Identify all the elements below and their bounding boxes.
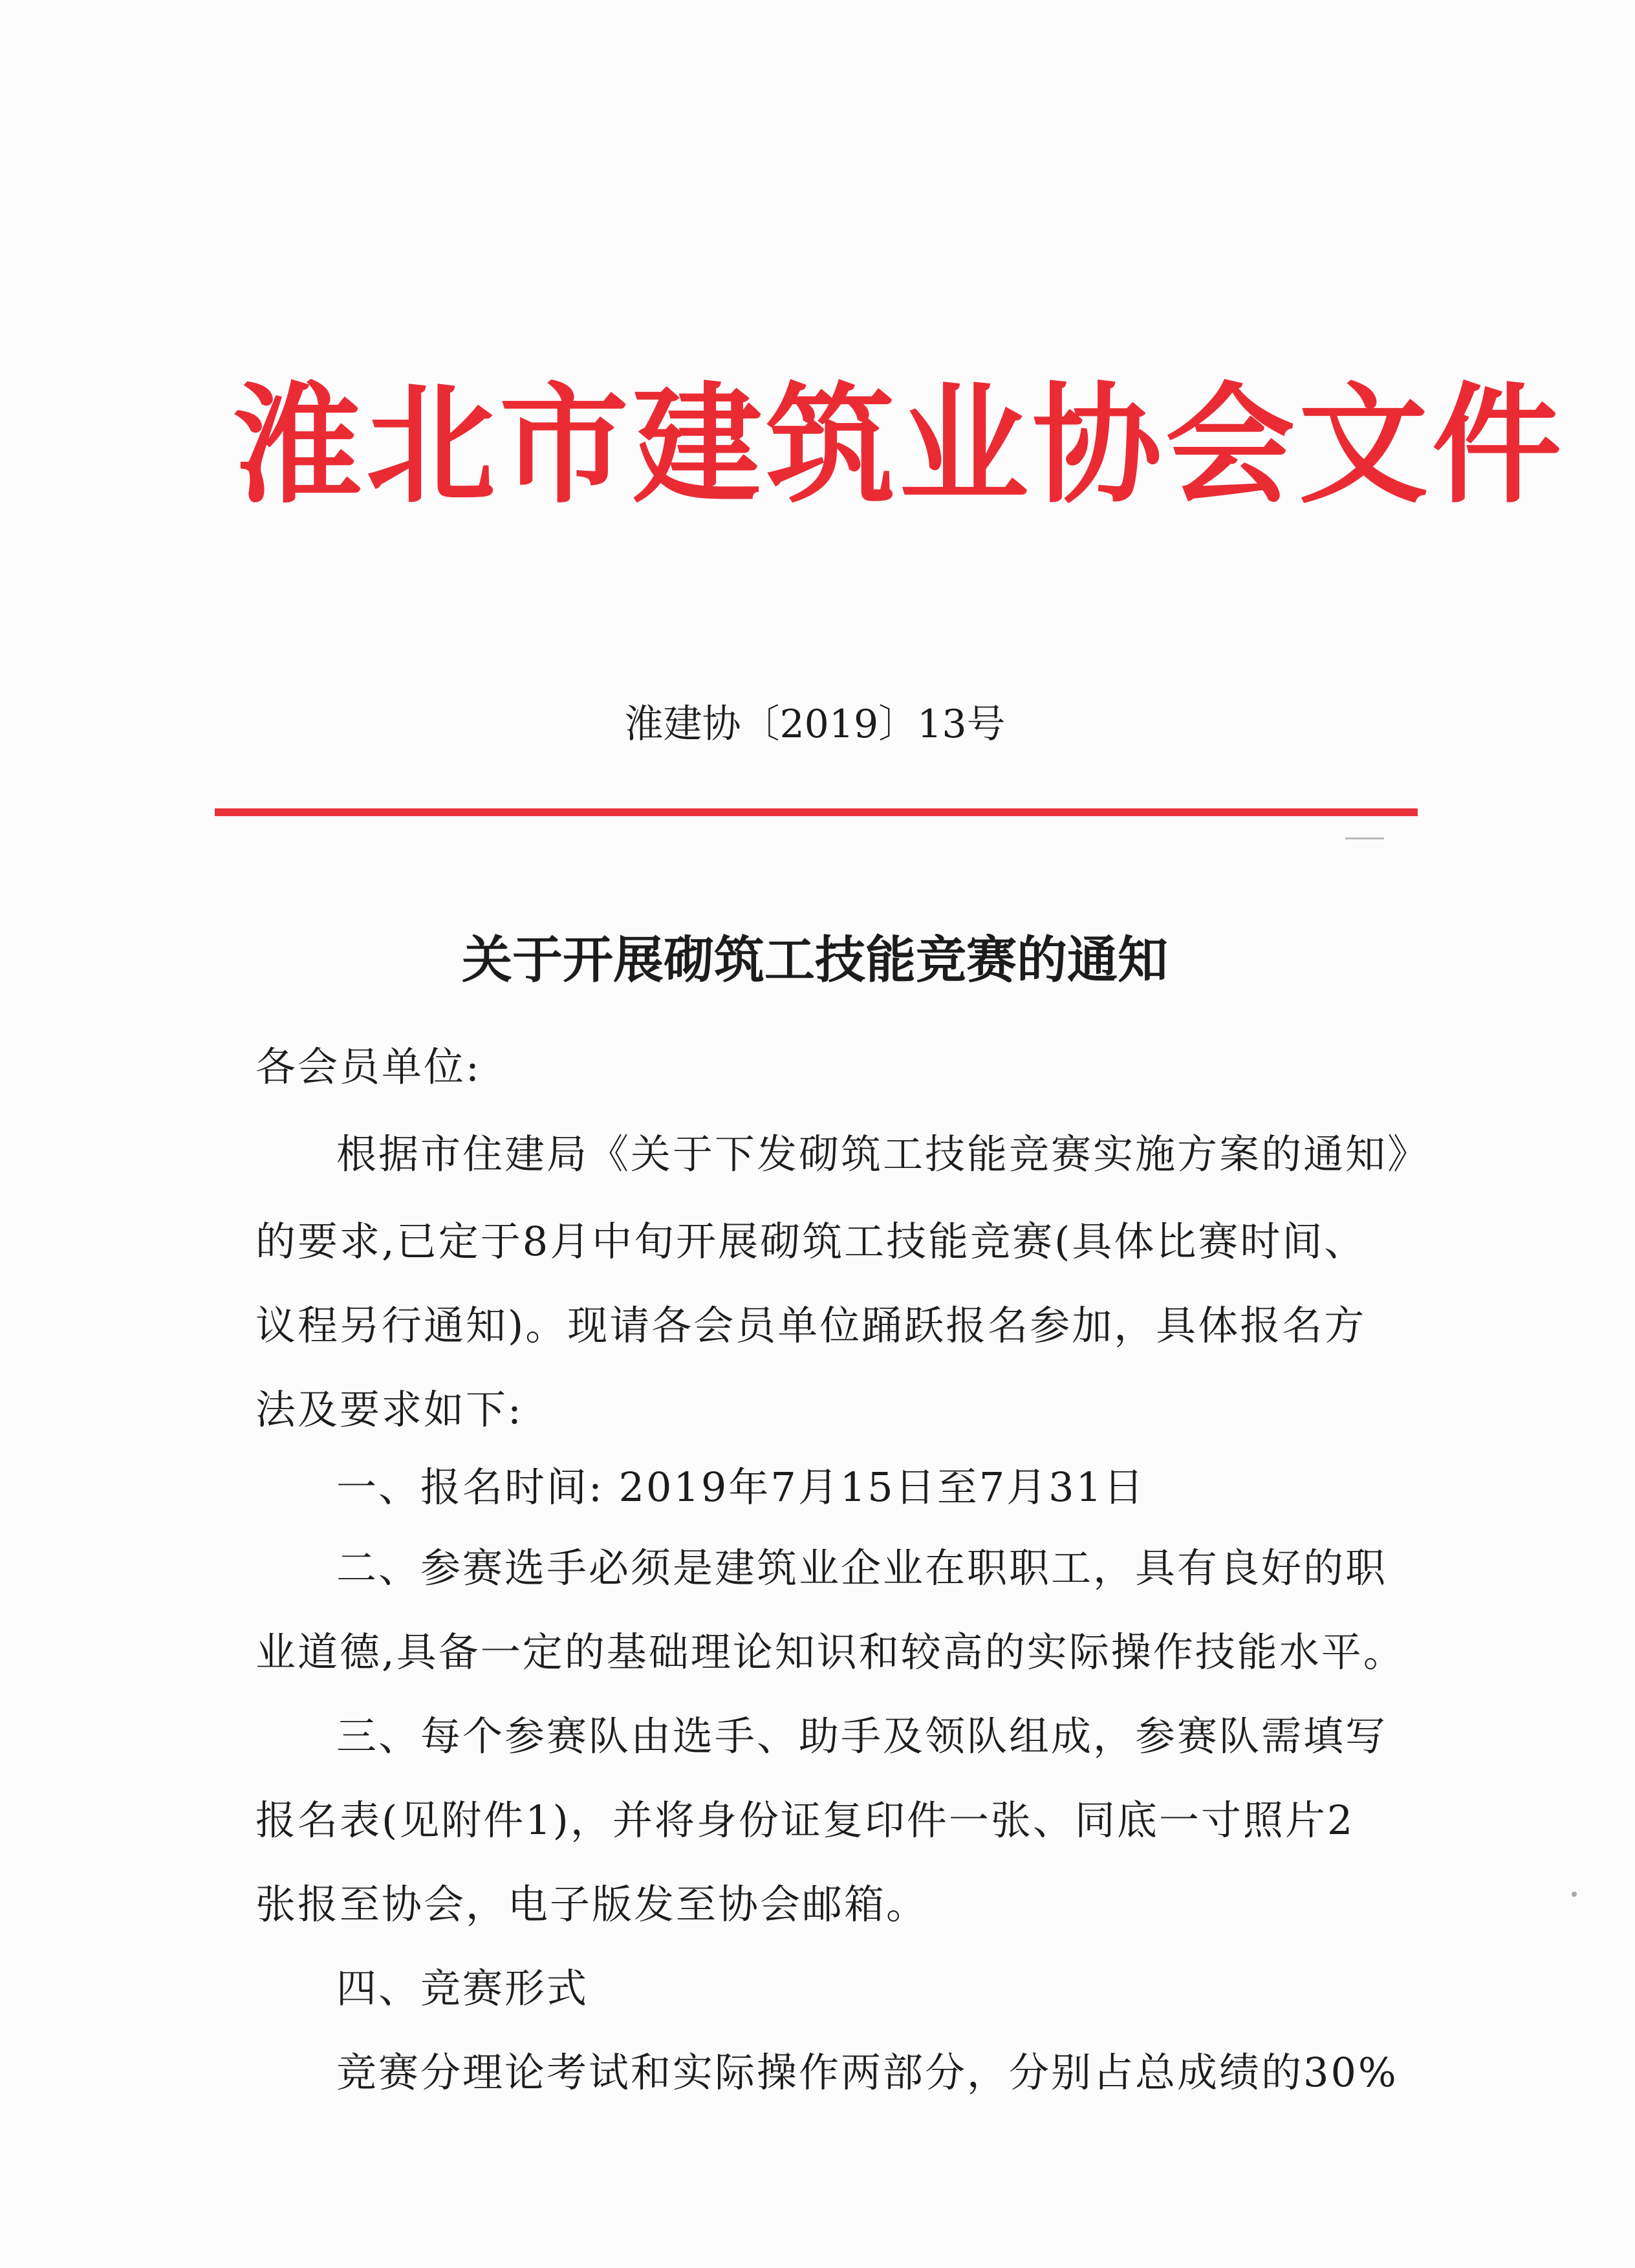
body-line: 二、参赛选手必须是建筑业企业在职职工，具有良好的职 xyxy=(336,1544,1388,1592)
salutation: 各会员单位: xyxy=(255,1043,481,1090)
org-header-title: 淮北市建筑业协会文件 xyxy=(233,371,1566,521)
body-line: 张报至协会，电子版发至协会邮箱。 xyxy=(255,1881,929,1928)
body-line: 一、报名时间: 2019年7月15日至7月31日 xyxy=(336,1463,1146,1511)
body-line: 三、每个参赛队由选手、助手及领队组成，参赛队需填写 xyxy=(336,1712,1388,1760)
document-number: 淮建协〔2019〕13号 xyxy=(624,702,1006,747)
notice-title: 关于开展砌筑工技能竞赛的通知 xyxy=(461,931,1168,989)
red-divider-line xyxy=(215,808,1418,816)
body-line: 议程另行通知)。现请各会员单位踊跃报名参加，具体报名方 xyxy=(255,1302,1367,1349)
section-heading: 四、竞赛形式 xyxy=(336,1965,589,2012)
body-line: 的要求,已定于8月中旬开展砌筑工技能竞赛(具体比赛时间、 xyxy=(255,1218,1367,1265)
body-line: 竞赛分理论考试和实际操作两部分，分别占总成绩的30% xyxy=(336,2049,1398,2096)
scan-artifact xyxy=(1345,837,1384,839)
body-line: 报名表(见附件1)，并将身份证复印件一张、同底一寸照片2 xyxy=(255,1797,1355,1844)
body-line: 业道德,具备一定的基础理论知识和较高的实际操作技能水平。 xyxy=(255,1628,1405,1676)
body-line: 法及要求如下: xyxy=(255,1386,523,1433)
scan-artifact xyxy=(1572,1892,1577,1897)
body-line: 根据市住建局《关于下发砌筑工技能竞赛实施方案的通知》 xyxy=(336,1130,1430,1178)
